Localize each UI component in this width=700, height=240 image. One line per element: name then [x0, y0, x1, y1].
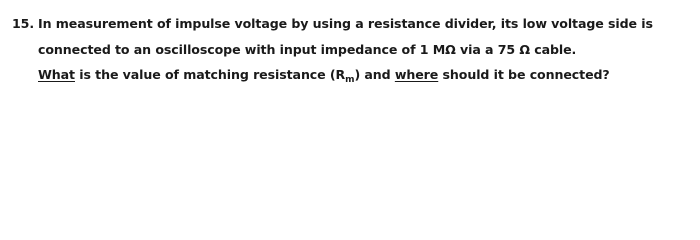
question-block [12, 11, 692, 88]
question-line-1 [12, 11, 692, 37]
question-text-line-3-part-3: should it be connected? [438, 67, 610, 82]
underlined-where: where [394, 67, 439, 82]
question-text-line-3-part-2: ) and [354, 67, 395, 82]
resistance-subscript: m [345, 75, 355, 85]
underlined-what: What [38, 67, 75, 82]
question-line-2 [12, 37, 692, 63]
question-text-line-1: In measurement of impulse voltage by using a resistance divider, its low voltage side is [38, 16, 653, 31]
question-line-3 [12, 62, 692, 88]
question-text-line-3-part-1: is the value of matching resistance (R [74, 67, 346, 82]
question-text-line-2: connected to an oscilloscope with input impedance of 1 MΩ via a 75 Ω cable. [38, 41, 577, 57]
question-number: 15. [12, 16, 35, 31]
